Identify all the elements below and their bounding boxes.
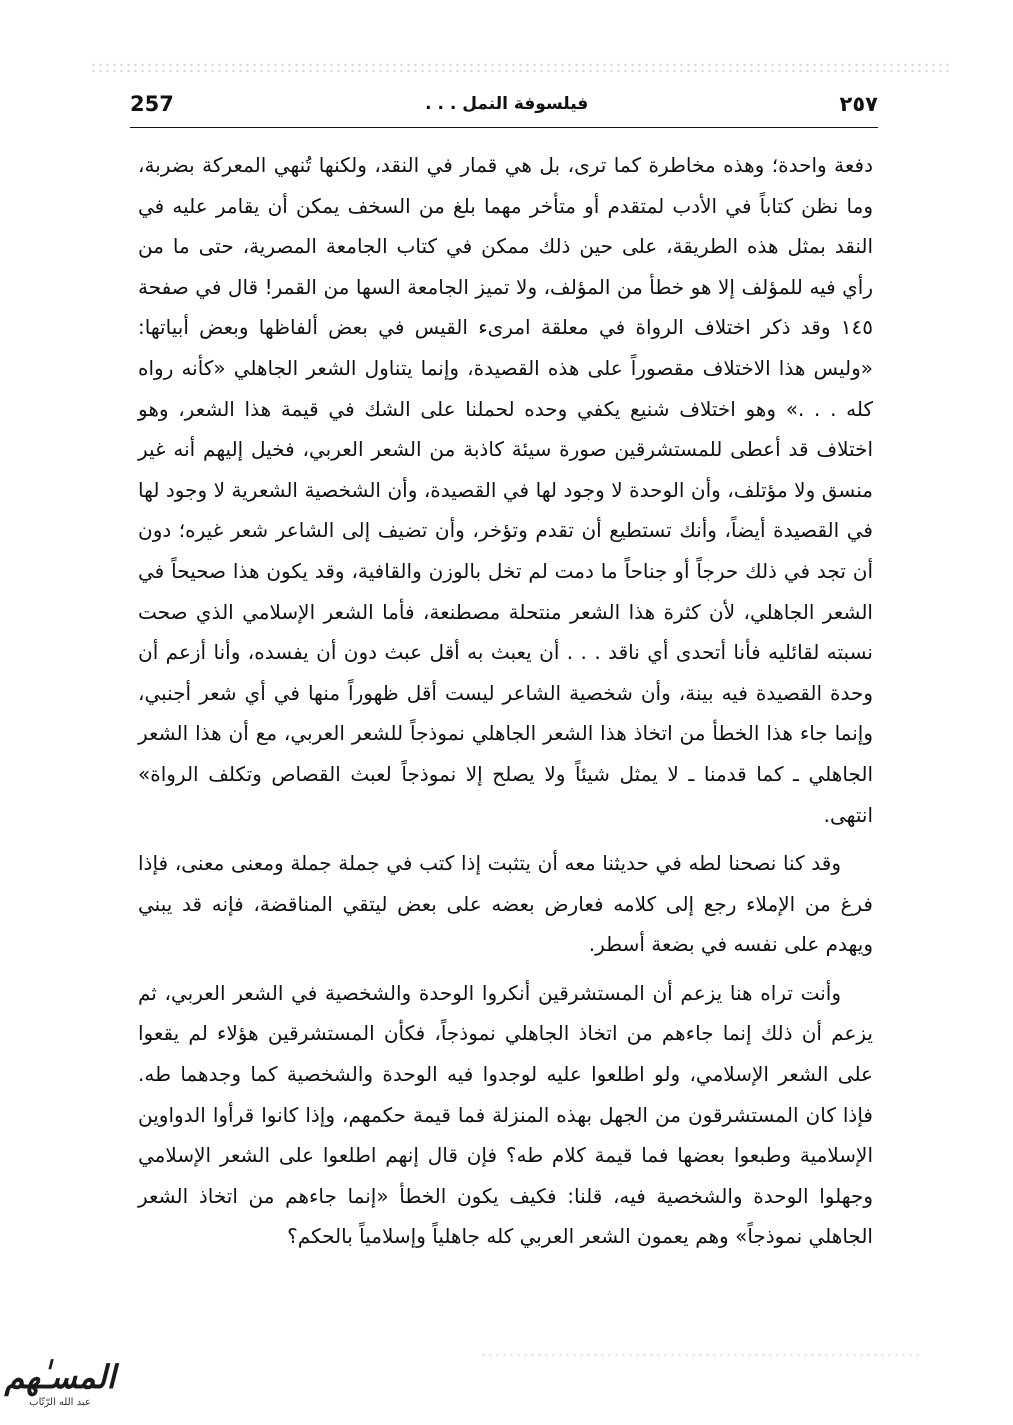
scan-noise-bottom [480,1352,923,1360]
scan-noise-top [90,62,953,72]
paragraph-advice: وقد كنا نصحنا لطه في حديثنا معه أن يتثبت إذا كتب في جملة جملة ومعنى معنى، فإذا فرغ من الإملاء رجع إلى كلامه فعارض بعضه على بعض ليتقي المناقضة، فإنه قد يبني ويهدم على نفسه في بضعة أسطر. [138,851,873,957]
watermark-signature [4,1358,116,1424]
watermark-main: المسـٰهم [4,1358,116,1396]
paragraph-argument: وأنت تراه هنا يزعم أن المستشرقين أنكروا الوحدة والشخصية في الشعر العربي، ثم يزعم أن ذلك إنما جاءهم من اتخاذ الجاهلي نموذجاً، فكأن المستشرقين هؤلاء لم يقعوا على الشعر الإسلامي، ولو اطلعوا عليه لوجدوا فيه الوحدة والشخصية كما وجدهما طه. فإذا كان المستشرقون من الجهل بهذه المنزلة فما قيمة حكمهم، وإذا كانوا قرأوا الدواوين الإسلامية وطبعوا بعضها فما قيمة كلام طه؟ فإن قال إنهم اطلعوا على الشعر الإسلامي وجهلوا الوحدة والشخصية فيه، قلنا: فكيف يكون الخطأ «إنما جاءهم من اتخاذ الشعر الجاهلي نموذجاً» وهم يعمون الشعر العربي كله جاهلياً وإسلامياً بالحكم؟ [138,980,873,1249]
header-rule [130,127,878,128]
page-number-latin: 257 [130,92,174,116]
body-text [138,145,873,1257]
page-number-arabic: ٢٥٧ [839,92,878,116]
watermark-sub: عبد الله الرّتّاب [29,1397,91,1408]
page-header [130,86,878,122]
running-title: فيلسوفة النمل . . . [425,94,589,114]
paragraph-quote: دفعة واحدة؛ وهذه مخاطرة كما ترى، بل هي قمار في النقد، ولكنها تُنهي المعركة بضربة، وما نظن كتاباً في الأدب لمتقدم أو متأخر مهما بلغ من السخف يمكن أن يقامر عليه في النقد بمثل هذه الطريقة، على حين ذلك ممكن في كتاب الجامعة المصرية، حتى ما من رأي فيه للمؤلف إلا هو خطأ من المؤلف، ولا تميز الجامعة السها من القمر! قال في صفحة ١٤٥ وقد ذكر اختلاف الرواة في معلقة امرىء القيس في بعض ألفاظها وبعض أبياتها: «وليس هذا الاختلاف مقصوراً على هذه القصيدة، وإنما يتناول الشعر الجاهلي «كأنه رواه كله . . .» وهو اختلاف شنيع يكفي وحده لحملنا على الشك في قيمة هذا الشعر، وهو اختلاف قد أعطى للمستشرقين صورة سيئة كاذبة من الشعر العربي، فخيل إليهم أنه غير منسق ولا مؤتلف، وأن الوحدة لا وجود لها في القصيدة، وأن الشخصية الشعرية لا وجود لها في القصيدة أيضاً، وأنك تستطيع أن تقدم وتؤخر، وأن تضيف إلى الشاعر شعر غيره؛ دون أن تجد في ذلك حرجاً أو جناحاً ما دمت لم تخل بالوزن والقافية، وقد يكون هذا صحيحاً في الشعر الجاهلي، لأن كثرة هذا الشعر منتحلة مصطنعة، فأما الشعر الإسلامي الذي صحت نسبته لقائليه فأنا أتحدى أي ناقد . . . أن يعبث به أقل عبث دون أن يفسده، وأنا أزعم أن وحدة القصيدة فيه بينة، وأن شخصية الشاعر ليست أقل ظهوراً منها في أي شعر أجنبي، وإنما جاء هذا الخطأ من اتخاذ هذا الشعر الجاهلي نموذجاً للشعر العربي، مع أن هذا الشعر الجاهلي ـ كما قدمنا ـ لا يمثل شيئاً ولا يصلح إلا نموذجاً لعبث القصاص وتكلف الرواة» انتهى. [138,153,873,827]
